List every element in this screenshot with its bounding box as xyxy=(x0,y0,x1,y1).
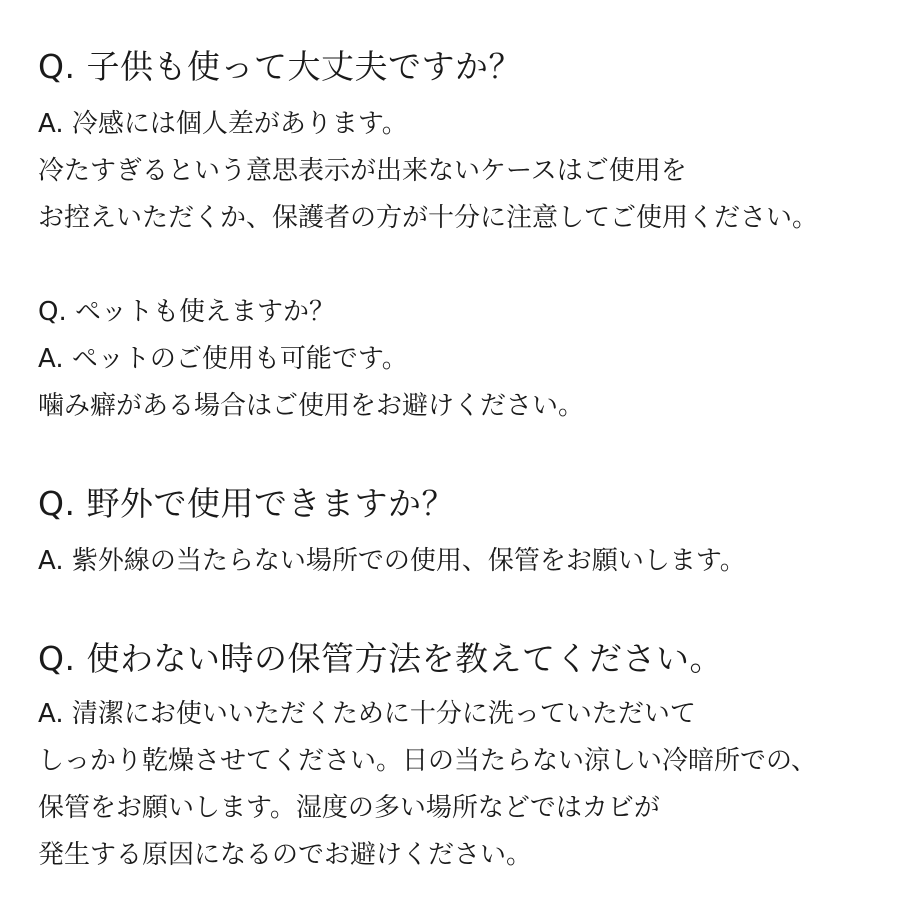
faq-question-4: Q. 使わない時の保管方法を教えてください。 xyxy=(38,639,723,678)
faq-answer-1-line-3: お控えいただくか、保護者の方が十分に注意してご使用ください。 xyxy=(38,203,819,233)
faq-answer-1-line-2: 冷たすぎるという意思表示が出来ないケースはご使用を xyxy=(38,156,687,186)
faq-answer-3-line-1: A. 紫外線の当たらない場所での使用、保管をお願いします。 xyxy=(38,546,746,576)
faq-answer-2-line-2: 噛み癖がある場合はご使用をお避けください。 xyxy=(38,391,585,421)
faq-answer-4-line-4: 発生する原因になるのでお避けください。 xyxy=(38,840,533,870)
faq-answer-1-line-1: A. 冷感には個人差があります。 xyxy=(38,109,408,139)
faq-answer-4-line-3: 保管をお願いします。湿度の多い場所などではカビが xyxy=(38,793,660,823)
faq-answer-2-line-1: A. ペットのご使用も可能です。 xyxy=(38,344,408,374)
faq-question-1: Q. 子供も使って大丈夫ですか？ xyxy=(38,47,522,86)
faq-question-3: Q. 野外で使用できますか？ xyxy=(38,484,455,523)
faq-answer-4-line-2: しっかり乾燥させてください。日の当たらない涼しい冷暗所での、 xyxy=(38,746,817,776)
faq-question-2: Q. ペットも使えますか？ xyxy=(38,297,335,327)
faq-answer-4-line-1: A. 清潔にお使いいただくために十分に洗っていただいて xyxy=(38,699,696,729)
